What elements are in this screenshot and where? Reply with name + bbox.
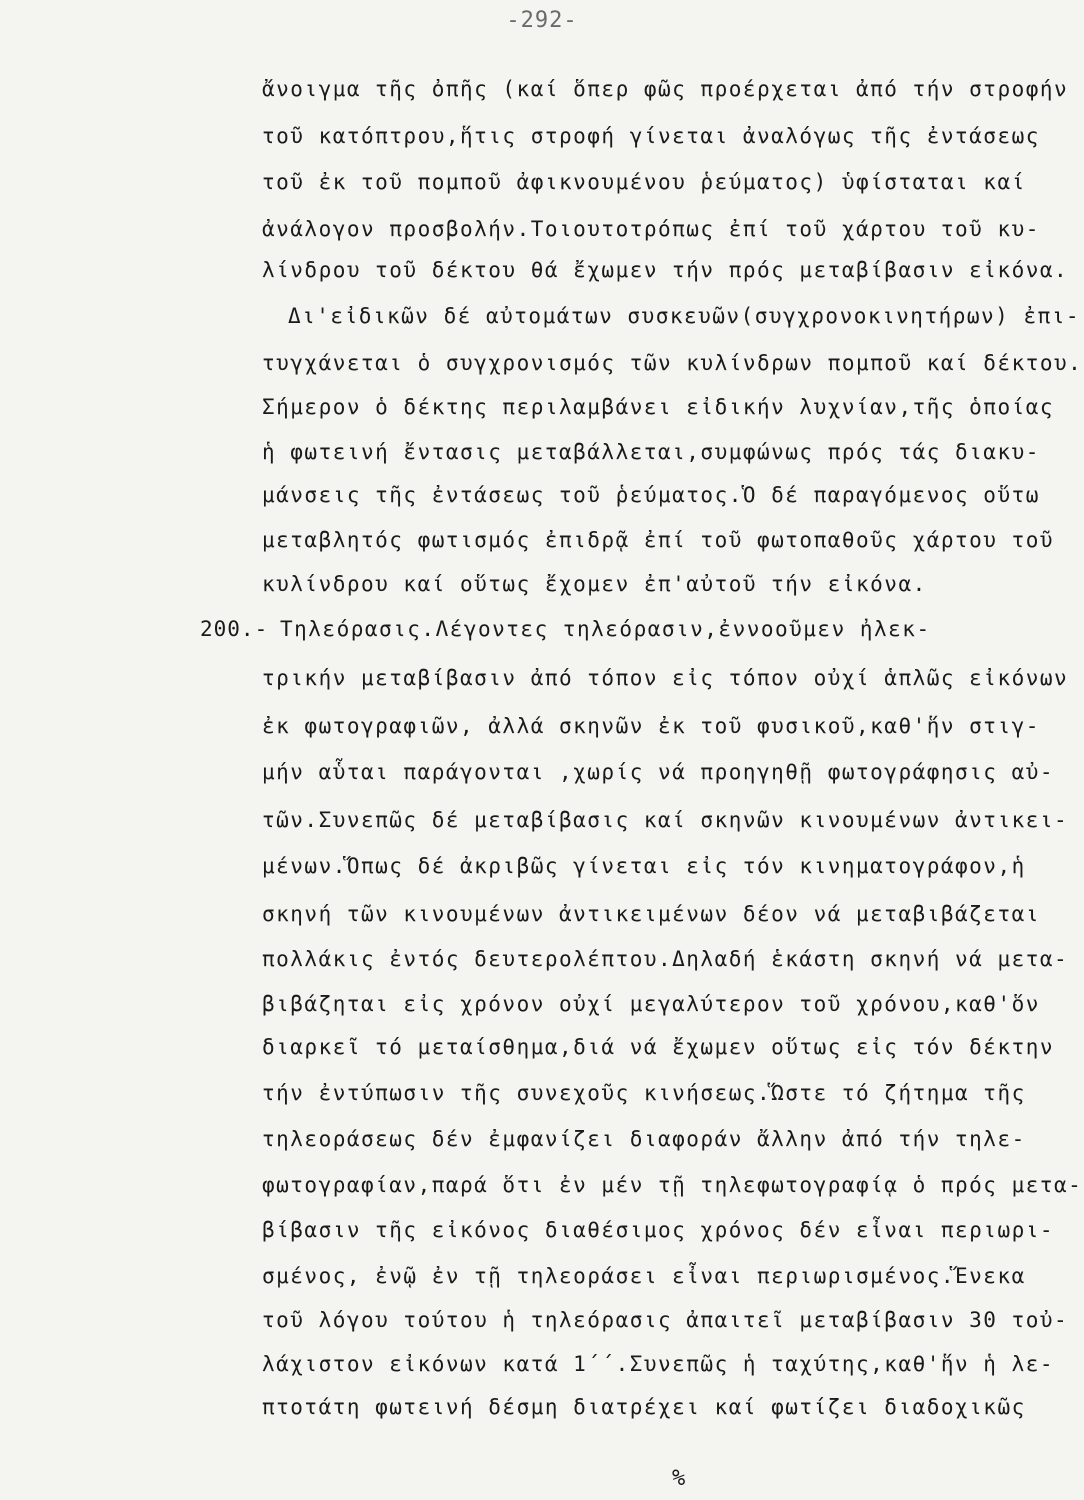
text-line: φωτογραφίαν,παρά ὅτι ἐν μέν τῇ τηλεφωτογραφίᾳ ὁ πρός μετα- (262, 1173, 1083, 1197)
text-line: ἐκ φωτογραφιῶν, ἀλλά σκηνῶν ἐκ τοῦ φυσικοῦ,καθ'ἥν στιγ- (262, 714, 1040, 738)
text-line: Δι'εἰδικῶν δέ αὐτομάτων συσκευῶν(συγχρονοκινητήρων) ἐπι- (288, 304, 1081, 328)
text-line: μεταβλητός φωτισμός ἐπιδρᾷ ἐπί τοῦ φωτοπαθοῦς χάρτου τοῦ (262, 528, 1055, 552)
text-line: μήν αὗται παράγονται ,χωρίς νά προηγηθῇ φωτογράφησις αὐ- (262, 760, 1055, 784)
text-line: βίβασιν τῆς εἰκόνος διαθέσιμος χρόνος δέν εἶναι περιωρι- (262, 1218, 1055, 1242)
text-line: σμένος, ἐνῷ ἐν τῇ τηλεοράσει εἶναι περιωρισμένος.Ἕνεκα (262, 1264, 1026, 1288)
text-line: βιβάζηται εἰς χρόνον οὐχί μεγαλύτερον τοῦ χρόνου,καθ'ὅν (262, 992, 1040, 1016)
text-line: Τηλεόρασις.Λέγοντες τηλεόρασιν,ἐννοοῦμεν ἠλεκ- (280, 617, 931, 641)
text-line: Σήμερον ὁ δέκτης περιλαμβάνει εἰδικήν λυχνίαν,τῆς ὁποίας (262, 395, 1055, 419)
text-line: τοῦ λόγου τούτου ἡ τηλεόρασις ἀπαιτεῖ μεταβίβασιν 30 τοὐ- (262, 1308, 1069, 1332)
text-line: λίνδρου τοῦ δέκτου θά ἔχωμεν τήν πρός μεταβίβασιν εἰκόνα. (262, 258, 1069, 282)
text-line: σκηνή τῶν κινουμένων ἀντικειμένων δέον νά μεταβιβάζεται (262, 902, 1040, 926)
text-line: τρικήν μεταβίβασιν ἀπό τόπον εἰς τόπον οὐχί ἁπλῶς εἰκόνων (262, 666, 1069, 690)
text-line: τοῦ ἐκ τοῦ πομποῦ ἀφικνουμένου ῥεύματος) ὑφίσταται καί (262, 170, 1026, 194)
text-line: πολλάκις ἐντός δευτερολέπτου.Δηλαδή ἑκάστη σκηνή νά μετα- (262, 947, 1069, 971)
text-line: μένων.Ὅπως δέ ἀκριβῶς γίνεται εἰς τόν κινηματογράφον,ἡ (262, 854, 1026, 878)
text-line: τυγχάνεται ὁ συγχρονισμός τῶν κυλίνδρων πομποῦ καί δέκτου. (262, 351, 1083, 375)
paragraph-number: 200.- (200, 617, 269, 641)
text-line: ἀνάλογον προσβολήν.Τοιουτοτρόπως ἐπί τοῦ χάρτου τοῦ κυ- (262, 217, 1040, 241)
text-line: τηλεοράσεως δέν ἐμφανίζει διαφοράν ἄλλην ἀπό τήν τηλε- (262, 1127, 1026, 1151)
text-line: ἄνοιγμα τῆς ὀπῆς (καί ὅπερ φῶς προέρχεται ἀπό τήν στροφήν (262, 77, 1069, 101)
text-line: μάνσεις τῆς ἐντάσεως τοῦ ῥεύματος.Ὁ δέ παραγόμενος οὕτω (262, 483, 1040, 507)
page-number: -292- (506, 8, 578, 33)
text-line: διαρκεῖ τό μεταίσθημα,διά νά ἔχωμεν οὕτως εἰς τόν δέκτην (262, 1035, 1055, 1059)
text-line: τήν ἐντύπωσιν τῆς συνεχοῦς κινήσεως.Ὥστε τό ζήτημα τῆς (262, 1081, 1026, 1105)
footer-mark: % (672, 1466, 686, 1491)
text-line: ἡ φωτεινή ἔντασις μεταβάλλεται,συμφώνως πρός τάς διακυ- (262, 440, 1040, 464)
text-line: τῶν.Συνεπῶς δέ μεταβίβασις καί σκηνῶν κινουμένων ἀντικει- (262, 808, 1069, 832)
text-line: πτοτάτη φωτεινή δέσμη διατρέχει καί φωτίζει διαδοχικῶς (262, 1395, 1026, 1419)
text-line: κυλίνδρου καί οὕτως ἔχομεν ἐπ'αὐτοῦ τήν εἰκόνα. (262, 572, 927, 596)
text-line: λάχιστον εἰκόνων κατά 1΄΄.Συνεπῶς ἡ ταχύτης,καθ'ἥν ἡ λε- (262, 1352, 1055, 1376)
text-line: τοῦ κατόπτρου,ἥτις στροφή γίνεται ἀναλόγως τῆς ἐντάσεως (262, 124, 1040, 148)
